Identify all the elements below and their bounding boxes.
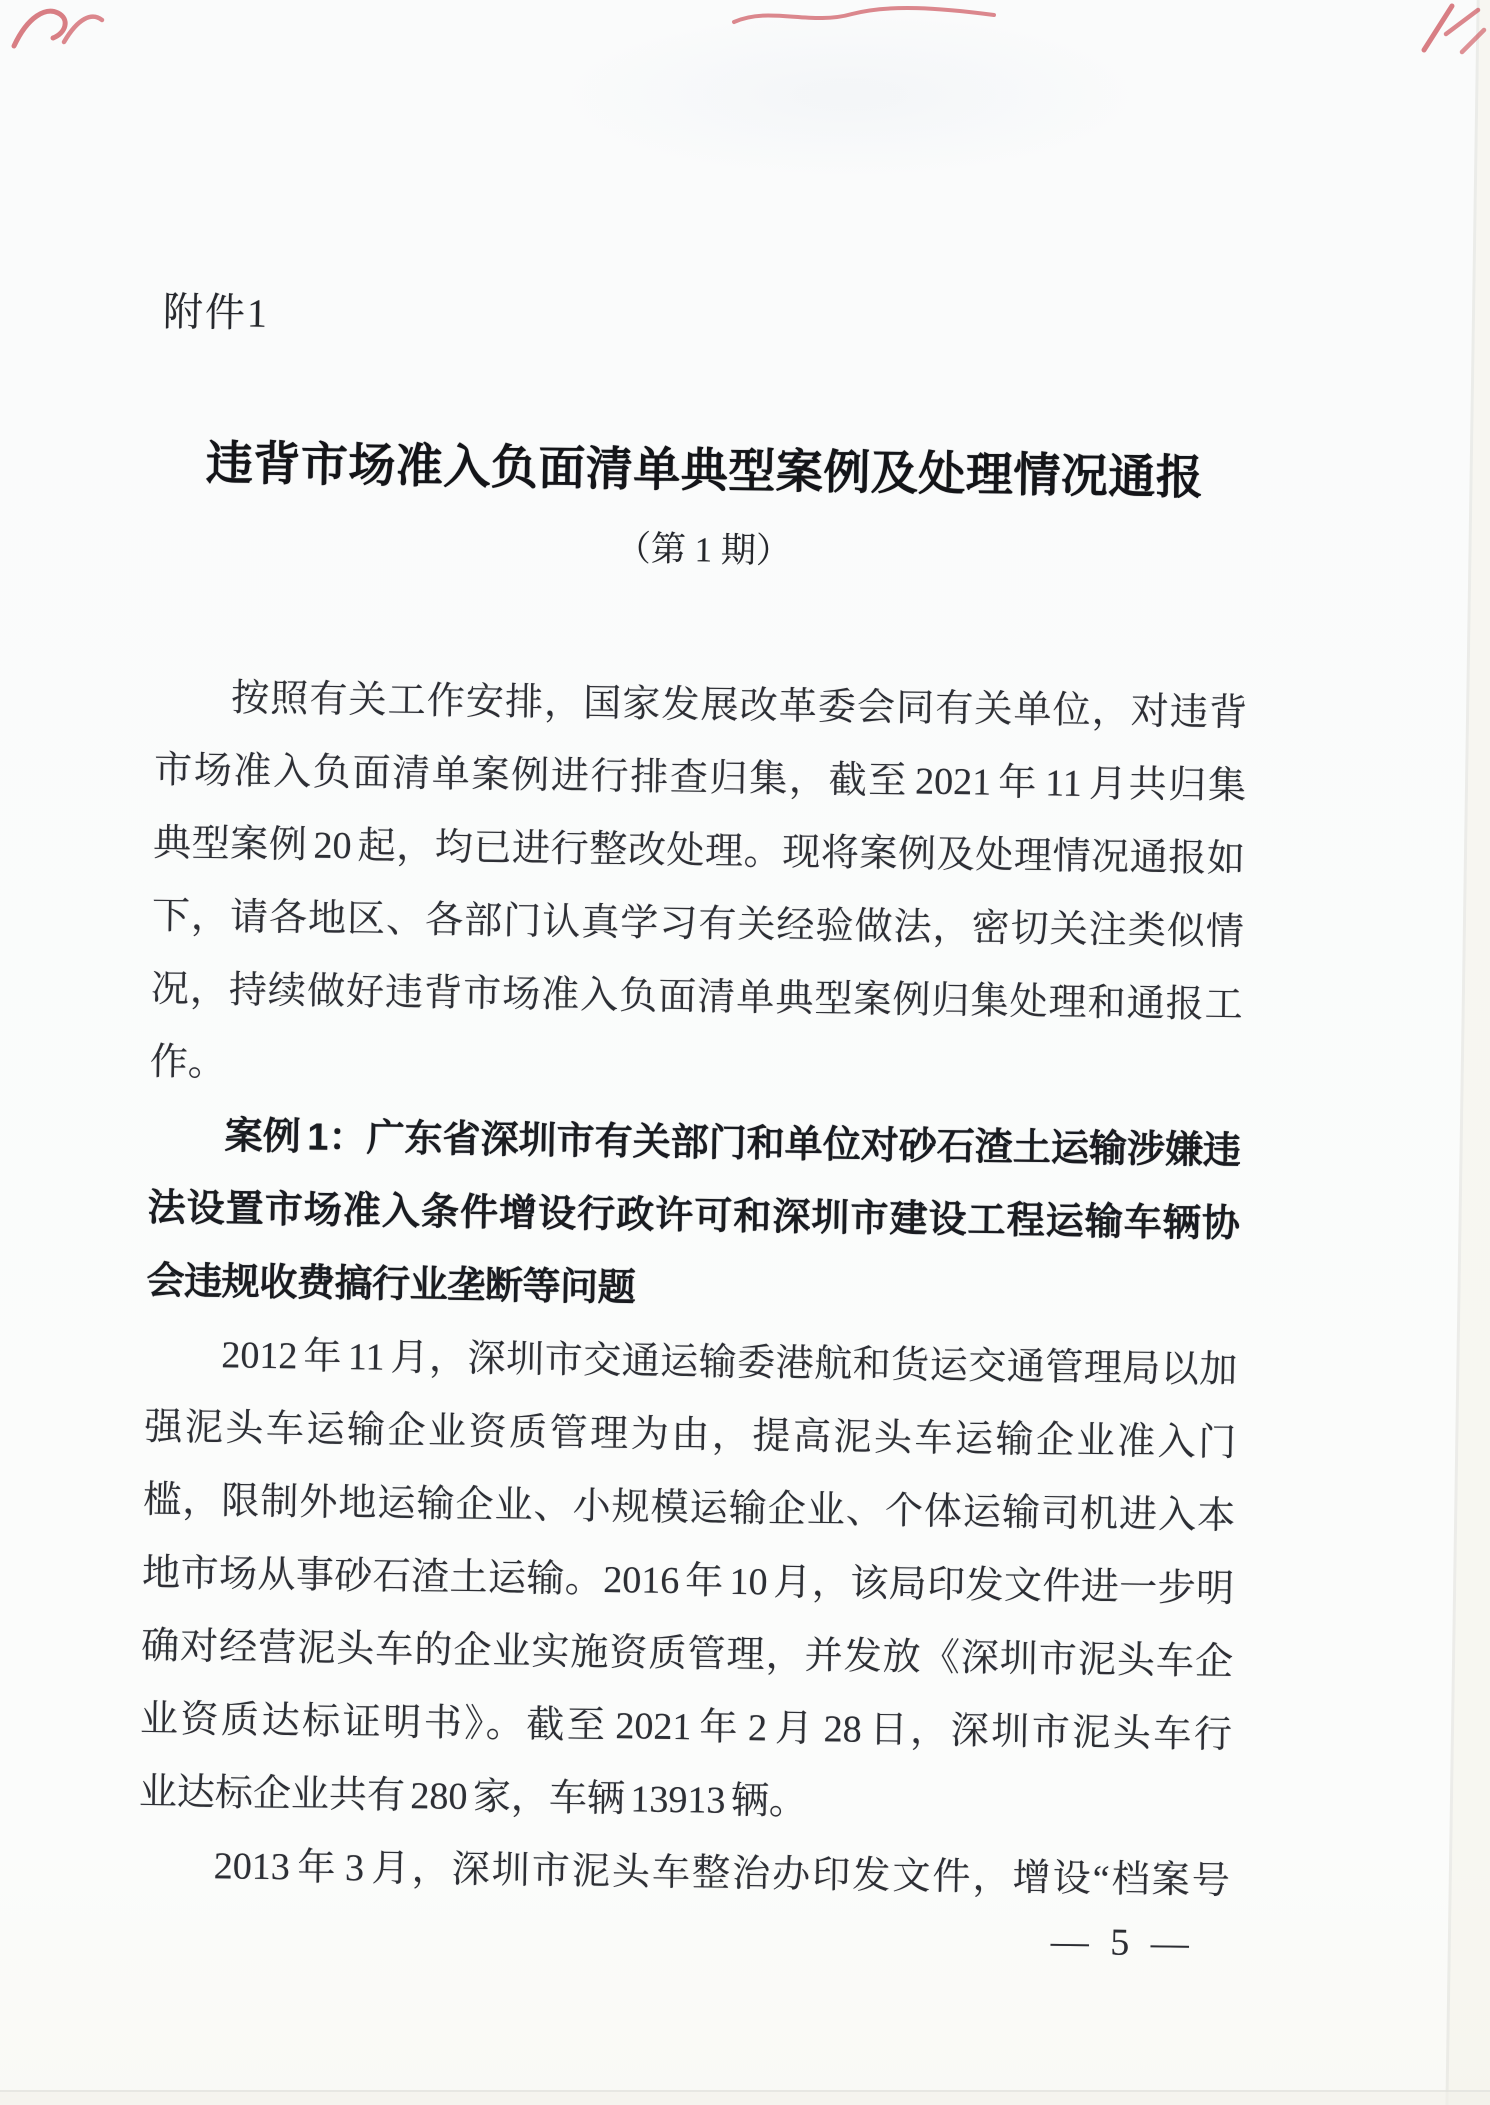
text-line: 作。 bbox=[149, 1041, 227, 1085]
text-line: 2012 年 11 月，深圳市交通运输委港航和货运交通管理局以加 bbox=[221, 1334, 1238, 1392]
text-line: 2013 年 3 月，深圳市泥头车整治办印发文件，增设“档案号 bbox=[213, 1845, 1231, 1903]
text-line: 法设置市场准入条件增设行政许可和深圳市建设工程运输车辆协 bbox=[147, 1187, 1240, 1246]
text-line: 按照有关工作安排，国家发展改革委会同有关单位，对违背 bbox=[230, 677, 1248, 735]
text-line: 业达标企业共有 280 家，车辆 13913 辆。 bbox=[138, 1771, 808, 1823]
text-line: 槛，限制外地运输企业、小规模运输企业、个体运输司机进入本 bbox=[142, 1479, 1236, 1538]
text-line: 况，持续做好违背市场准入负面清单典型案例归集处理和通报工 bbox=[150, 968, 1244, 1027]
issue-number-label: （第 1 期） bbox=[615, 529, 792, 571]
page-edge-margin bbox=[1447, 0, 1490, 2105]
text-line: 市场准入负面清单案例进行排查归集，截至 2021 年 11 月共归集 bbox=[153, 749, 1247, 808]
body-paragraph bbox=[138, 1318, 1237, 1845]
attachment-label: 附件1 bbox=[162, 289, 270, 336]
text-line: 下，请各地区、各部门认真学习有关经验做法，密切关注类似情 bbox=[151, 895, 1245, 954]
text-line: 会违规收费搞行业垄断等问题 bbox=[146, 1260, 636, 1310]
page-number: — 5 — bbox=[1050, 1920, 1196, 1965]
document-title: 违背市场准入负面清单典型案例及处理情况通报 bbox=[205, 437, 1204, 505]
text-line: 业资质达标证明书》。截至 2021 年 2 月 28 日，深圳市泥头车行 bbox=[139, 1698, 1233, 1757]
body-paragraph bbox=[149, 661, 1247, 1115]
text-line: 确对经营泥头车的企业实施资质管理，并发放《深圳市泥头车企 bbox=[140, 1625, 1234, 1684]
scan-bottom-strip bbox=[0, 2092, 1490, 2105]
document-body bbox=[137, 661, 1247, 1918]
text-line: 典型案例 20 起，均已进行整改处理。现将案例及处理情况通报如 bbox=[152, 822, 1246, 881]
case-heading-paragraph bbox=[146, 1099, 1241, 1334]
text-line: 案例 1：广东省深圳市有关部门和单位对砂石渣土运输涉嫌违 bbox=[224, 1115, 1241, 1173]
text-line: 地市场从事砂石渣土运输。2016 年 10 月，该局印发文件进一步明 bbox=[141, 1552, 1235, 1611]
text-line: 强泥头车运输企业资质管理为由，提高泥头车运输企业准入门 bbox=[144, 1406, 1237, 1465]
